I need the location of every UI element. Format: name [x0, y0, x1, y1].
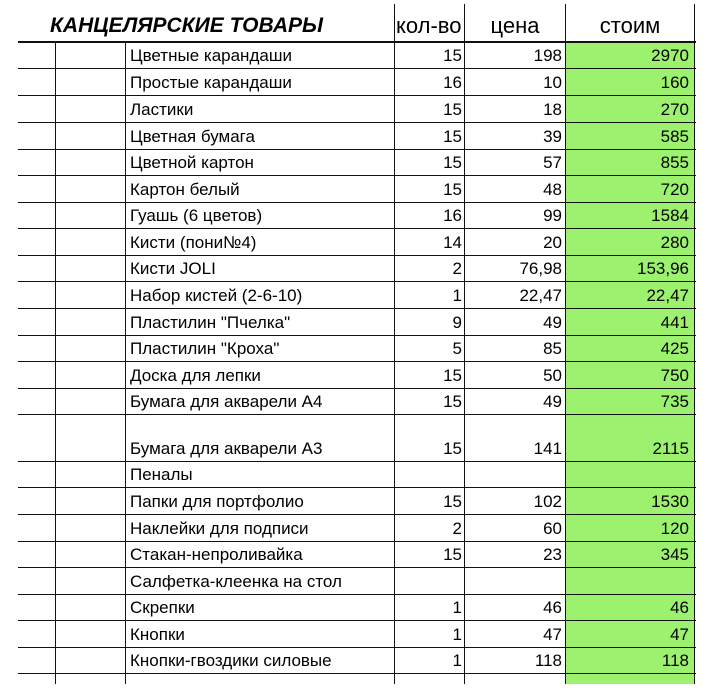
cell-cost[interactable]: 1584: [651, 206, 689, 225]
cell-name[interactable]: Стакан-непроливайка: [130, 545, 303, 564]
cell-price[interactable]: 85: [543, 339, 562, 358]
row-divider: [18, 122, 696, 123]
cell-cost[interactable]: 2970: [651, 46, 689, 65]
cell-cost[interactable]: 585: [660, 127, 689, 146]
row-divider: [18, 281, 696, 282]
cell-qty[interactable]: 15: [443, 180, 462, 199]
row-divider: [18, 414, 696, 415]
cell-name[interactable]: Пеналы: [130, 465, 193, 484]
row-divider: [18, 255, 696, 256]
cell-price[interactable]: 57: [543, 153, 562, 172]
cell-price[interactable]: 18: [543, 100, 562, 119]
cell-cost[interactable]: 720: [660, 180, 689, 199]
row-divider: [18, 541, 696, 542]
cell-qty[interactable]: 15: [443, 100, 462, 119]
cell-qty[interactable]: 16: [443, 206, 462, 225]
cell-cost[interactable]: 345: [660, 545, 689, 564]
cell-qty[interactable]: 16: [443, 73, 462, 92]
cell-qty[interactable]: 1: [452, 598, 462, 617]
column-divider: [565, 4, 566, 684]
cell-cost[interactable]: 118: [661, 651, 689, 670]
cell-cost[interactable]: 22,47: [646, 286, 689, 305]
cell-price[interactable]: 48: [543, 180, 562, 199]
row-divider: [18, 361, 696, 362]
cell-cost[interactable]: 47: [670, 625, 689, 644]
row-divider: [18, 514, 696, 515]
cell-name[interactable]: Салфетка-клеенка на стол: [130, 572, 342, 591]
cell-price[interactable]: 99: [543, 206, 562, 225]
cell-cost[interactable]: 153,96: [637, 259, 689, 278]
cell-name[interactable]: Доска для лепки: [130, 366, 261, 385]
column-divider: [694, 4, 695, 684]
row-divider: [18, 95, 696, 96]
cell-price[interactable]: 46: [543, 598, 562, 617]
column-divider: [394, 4, 395, 684]
cell-price[interactable]: 47: [543, 625, 562, 644]
cell-price[interactable]: 49: [543, 392, 562, 411]
cell-qty[interactable]: 15: [443, 127, 462, 146]
cell-name[interactable]: Кнопки-гвоздики силовые: [130, 651, 332, 670]
cell-qty[interactable]: 1: [452, 651, 462, 670]
row-divider: [18, 594, 696, 595]
cell-price[interactable]: 49: [543, 313, 562, 332]
cell-cost[interactable]: 735: [660, 392, 689, 411]
cell-qty[interactable]: 15: [443, 153, 462, 172]
cell-name[interactable]: Ластики: [130, 100, 194, 119]
row-divider: [18, 228, 696, 229]
header-divider: [18, 41, 696, 42]
header-cost[interactable]: стоим: [599, 13, 661, 38]
cell-qty[interactable]: 2: [452, 259, 462, 278]
cell-qty[interactable]: 9: [452, 313, 462, 332]
cell-price[interactable]: 20: [543, 233, 562, 252]
cell-name[interactable]: Гуашь (6 цветов): [130, 206, 263, 225]
cell-qty[interactable]: 2: [452, 519, 462, 538]
row-divider: [18, 68, 696, 69]
cell-cost[interactable]: 120: [660, 519, 689, 538]
cell-price[interactable]: 141: [533, 439, 562, 458]
row-divider: [18, 487, 696, 488]
cell-name[interactable]: Картон белый: [130, 180, 240, 199]
row-divider: [18, 567, 696, 568]
cell-name[interactable]: Наклейки для подписи: [130, 519, 309, 538]
cell-price[interactable]: 10: [543, 73, 562, 92]
cell-cost[interactable]: 46: [670, 598, 689, 617]
cell-name[interactable]: Кнопки: [130, 625, 185, 644]
cell-cost[interactable]: 160: [660, 73, 689, 92]
column-divider: [55, 42, 56, 684]
cell-name[interactable]: Простые карандаши: [130, 73, 292, 92]
row-divider: [18, 308, 696, 309]
cell-cost[interactable]: 855: [660, 153, 689, 172]
cell-name[interactable]: Папки для портфолио: [130, 492, 304, 511]
cell-qty[interactable]: 15: [443, 439, 462, 458]
cell-name[interactable]: Кисти (пони№4): [130, 233, 257, 252]
row-divider: [18, 175, 696, 176]
cell-price[interactable]: 22,47: [519, 286, 562, 305]
cell-price[interactable]: 198: [533, 46, 562, 65]
cell-price[interactable]: 50: [543, 366, 562, 385]
cell-cost[interactable]: 280: [660, 233, 689, 252]
cell-cost[interactable]: 441: [660, 313, 689, 332]
cell-price[interactable]: 102: [533, 492, 562, 511]
cell-price[interactable]: 118: [534, 651, 562, 670]
cell-name[interactable]: Скрепки: [130, 598, 195, 617]
cell-name[interactable]: Цветной картон: [130, 153, 254, 172]
cell-qty[interactable]: 15: [443, 46, 462, 65]
cell-name[interactable]: Кисти JOLI: [130, 259, 216, 278]
cell-name[interactable]: Набор кистей (2-6-10): [130, 286, 303, 305]
cell-name[interactable]: Цветные карандаши: [130, 46, 292, 65]
row-divider: [18, 388, 696, 389]
cell-qty[interactable]: 14: [443, 233, 462, 252]
row-divider: [18, 620, 696, 621]
column-divider: [125, 42, 126, 684]
cell-cost[interactable]: 425: [660, 339, 689, 358]
header-price[interactable]: цена: [490, 13, 540, 38]
cell-qty[interactable]: 5: [452, 339, 462, 358]
row-divider: [18, 647, 696, 648]
row-divider: [18, 461, 696, 462]
cell-qty[interactable]: 15: [443, 392, 462, 411]
cell-name[interactable]: Бумага для акварели А3: [130, 439, 323, 458]
cell-name[interactable]: Пластилин "Пчелка": [130, 313, 291, 332]
cell-cost[interactable]: 2115: [652, 439, 689, 458]
row-divider: [18, 673, 696, 674]
row-divider: [18, 42, 696, 43]
cell-qty[interactable]: 15: [443, 492, 462, 511]
cell-qty[interactable]: 15: [443, 545, 462, 564]
cell-name[interactable]: Пластилин "Кроха": [130, 339, 280, 358]
row-divider: [18, 149, 696, 150]
row-divider: [18, 202, 696, 203]
cell-cost[interactable]: 750: [660, 366, 689, 385]
cell-cost[interactable]: 270: [660, 100, 689, 119]
cell-name[interactable]: Цветная бумага: [130, 127, 255, 146]
cell-name[interactable]: Бумага для акварели А4: [130, 392, 323, 411]
cell-qty[interactable]: 15: [443, 366, 462, 385]
row-divider: [18, 335, 696, 336]
cell-price[interactable]: 23: [543, 545, 562, 564]
cell-price[interactable]: 39: [543, 127, 562, 146]
header-qty[interactable]: кол-во: [396, 13, 462, 38]
cell-qty[interactable]: 1: [452, 286, 462, 305]
sheet-title[interactable]: КАНЦЕЛЯРСКИЕ ТОВАРЫ: [50, 14, 323, 37]
column-divider: [464, 4, 465, 684]
cell-qty[interactable]: 1: [452, 625, 462, 644]
cell-cost[interactable]: 1530: [651, 492, 689, 511]
cell-price[interactable]: 76,98: [519, 259, 562, 278]
cell-price[interactable]: 60: [543, 519, 562, 538]
